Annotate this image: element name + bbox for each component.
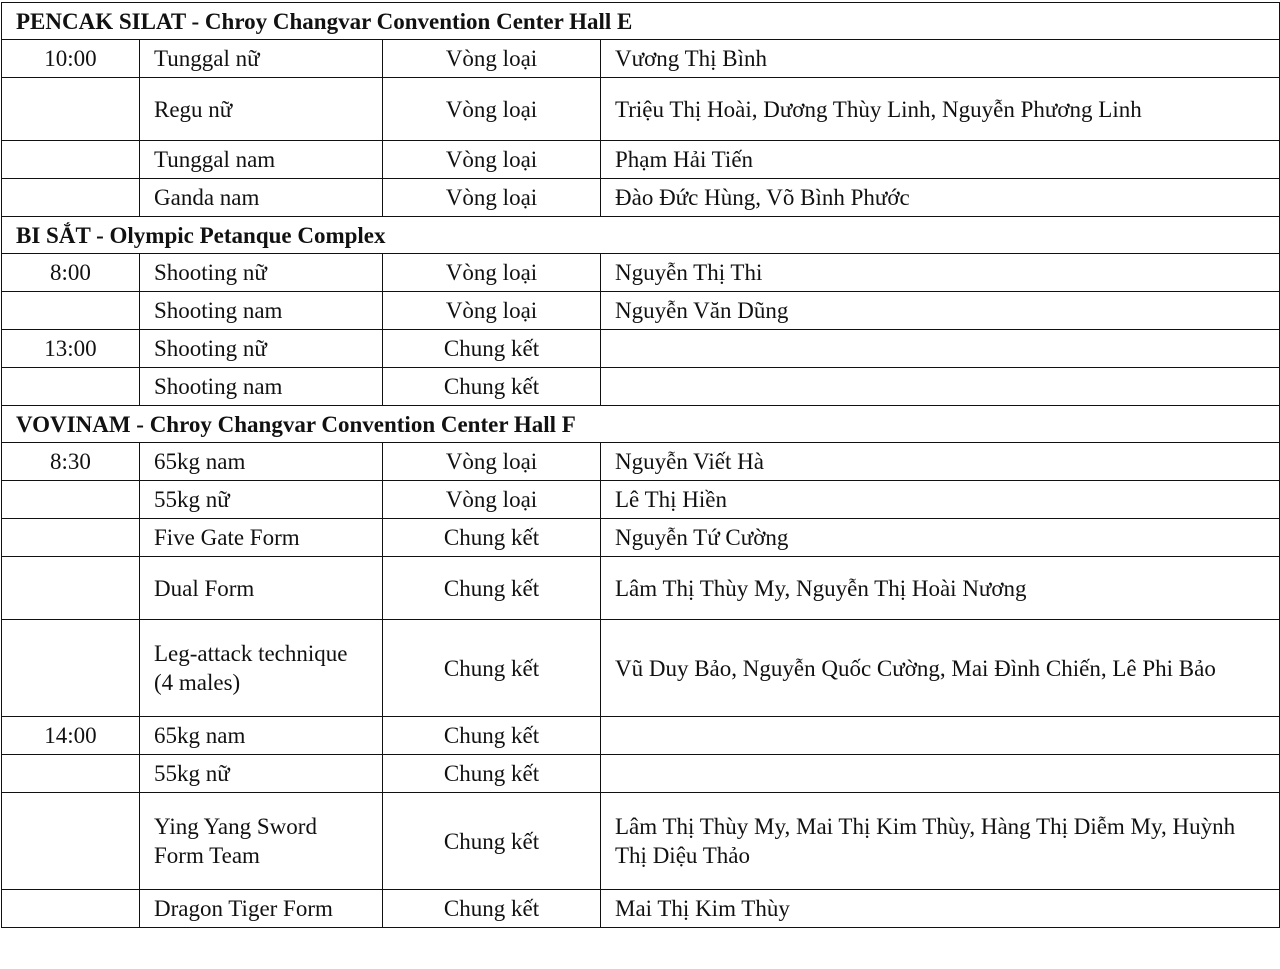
athletes-cell: Triệu Thị Hoài, Dương Thùy Linh, Nguyễn Phương Linh xyxy=(601,78,1280,141)
athletes-cell: Lâm Thị Thùy My, Mai Thị Kim Thùy, Hàng Thị Diễm My, Huỳnh Thị Diệu Thảo xyxy=(601,793,1280,890)
athletes-cell: Nguyễn Viết Hà xyxy=(601,443,1280,481)
section-title: PENCAK SILAT - Chroy Changvar Convention Center Hall E xyxy=(2,3,1280,40)
round-cell: Chung kết xyxy=(383,620,601,717)
round-cell: Vòng loại xyxy=(383,141,601,179)
athletes-cell: Nguyễn Văn Dũng xyxy=(601,292,1280,330)
time-cell xyxy=(2,620,140,717)
athletes-cell xyxy=(601,717,1280,755)
table-row xyxy=(2,40,1280,78)
event-cell: Five Gate Form xyxy=(140,519,383,557)
table-row xyxy=(2,717,1280,755)
time-cell: 8:00 xyxy=(2,254,140,292)
table-row xyxy=(2,254,1280,292)
round-cell: Chung kết xyxy=(383,793,601,890)
athletes-cell xyxy=(601,330,1280,368)
section-header-row xyxy=(2,217,1280,254)
time-cell: 14:00 xyxy=(2,717,140,755)
time-cell: 13:00 xyxy=(2,330,140,368)
table-row xyxy=(2,179,1280,217)
round-cell: Vòng loại xyxy=(383,40,601,78)
athletes-cell xyxy=(601,755,1280,793)
time-cell xyxy=(2,141,140,179)
event-cell: Regu nữ xyxy=(140,78,383,141)
round-cell: Vòng loại xyxy=(383,481,601,519)
event-cell: 65kg nam xyxy=(140,443,383,481)
table-row xyxy=(2,620,1280,717)
time-cell: 10:00 xyxy=(2,40,140,78)
event-cell: 55kg nữ xyxy=(140,755,383,793)
athletes-cell: Nguyễn Thị Thi xyxy=(601,254,1280,292)
round-cell: Vòng loại xyxy=(383,254,601,292)
event-cell: Tunggal nam xyxy=(140,141,383,179)
round-cell: Vòng loại xyxy=(383,443,601,481)
athletes-cell: Lâm Thị Thùy My, Nguyễn Thị Hoài Nương xyxy=(601,557,1280,620)
event-cell: Ganda nam xyxy=(140,179,383,217)
time-cell xyxy=(2,481,140,519)
athletes-cell: Mai Thị Kim Thùy xyxy=(601,890,1280,928)
section-title: BI SẮT - Olympic Petanque Complex xyxy=(2,217,1280,254)
table-row xyxy=(2,755,1280,793)
event-cell: 65kg nam xyxy=(140,717,383,755)
event-cell: 55kg nữ xyxy=(140,481,383,519)
table-row xyxy=(2,519,1280,557)
table-row xyxy=(2,557,1280,620)
athletes-cell: Vương Thị Bình xyxy=(601,40,1280,78)
table-row xyxy=(2,890,1280,928)
round-cell: Chung kết xyxy=(383,755,601,793)
table-row xyxy=(2,330,1280,368)
time-cell xyxy=(2,890,140,928)
athletes-cell: Vũ Duy Bảo, Nguyễn Quốc Cường, Mai Đình Chiến, Lê Phi Bảo xyxy=(601,620,1280,717)
table-row xyxy=(2,368,1280,406)
round-cell: Chung kết xyxy=(383,890,601,928)
event-cell: Shooting nam xyxy=(140,292,383,330)
time-cell xyxy=(2,519,140,557)
section-title: VOVINAM - Chroy Changvar Convention Center Hall F xyxy=(2,406,1280,443)
athletes-cell: Nguyễn Tứ Cường xyxy=(601,519,1280,557)
table-row xyxy=(2,292,1280,330)
time-cell xyxy=(2,755,140,793)
table-row xyxy=(2,793,1280,890)
athletes-cell: Đào Đức Hùng, Võ Bình Phước xyxy=(601,179,1280,217)
event-cell: Dual Form xyxy=(140,557,383,620)
round-cell: Vòng loại xyxy=(383,78,601,141)
event-cell: Shooting nam xyxy=(140,368,383,406)
schedule-body xyxy=(2,3,1280,928)
time-cell xyxy=(2,557,140,620)
time-cell xyxy=(2,793,140,890)
round-cell: Chung kết xyxy=(383,368,601,406)
round-cell: Chung kết xyxy=(383,557,601,620)
athletes-cell: Phạm Hải Tiến xyxy=(601,141,1280,179)
table-row xyxy=(2,443,1280,481)
table-row xyxy=(2,141,1280,179)
athletes-cell xyxy=(601,368,1280,406)
section-header-row xyxy=(2,406,1280,443)
event-cell: Tunggal nữ xyxy=(140,40,383,78)
event-cell: Shooting nữ xyxy=(140,330,383,368)
time-cell xyxy=(2,368,140,406)
round-cell: Vòng loại xyxy=(383,179,601,217)
event-cell: Shooting nữ xyxy=(140,254,383,292)
time-cell: 8:30 xyxy=(2,443,140,481)
time-cell xyxy=(2,179,140,217)
round-cell: Chung kết xyxy=(383,330,601,368)
time-cell xyxy=(2,292,140,330)
event-cell: Leg-attack technique (4 males) xyxy=(140,620,383,717)
section-header-row xyxy=(2,3,1280,40)
event-cell: Dragon Tiger Form xyxy=(140,890,383,928)
round-cell: Chung kết xyxy=(383,717,601,755)
round-cell: Chung kết xyxy=(383,519,601,557)
table-row xyxy=(2,481,1280,519)
time-cell xyxy=(2,78,140,141)
round-cell: Vòng loại xyxy=(383,292,601,330)
schedule-table xyxy=(1,2,1280,928)
table-row xyxy=(2,78,1280,141)
athletes-cell: Lê Thị Hiền xyxy=(601,481,1280,519)
event-cell: Ying Yang Sword Form Team xyxy=(140,793,383,890)
